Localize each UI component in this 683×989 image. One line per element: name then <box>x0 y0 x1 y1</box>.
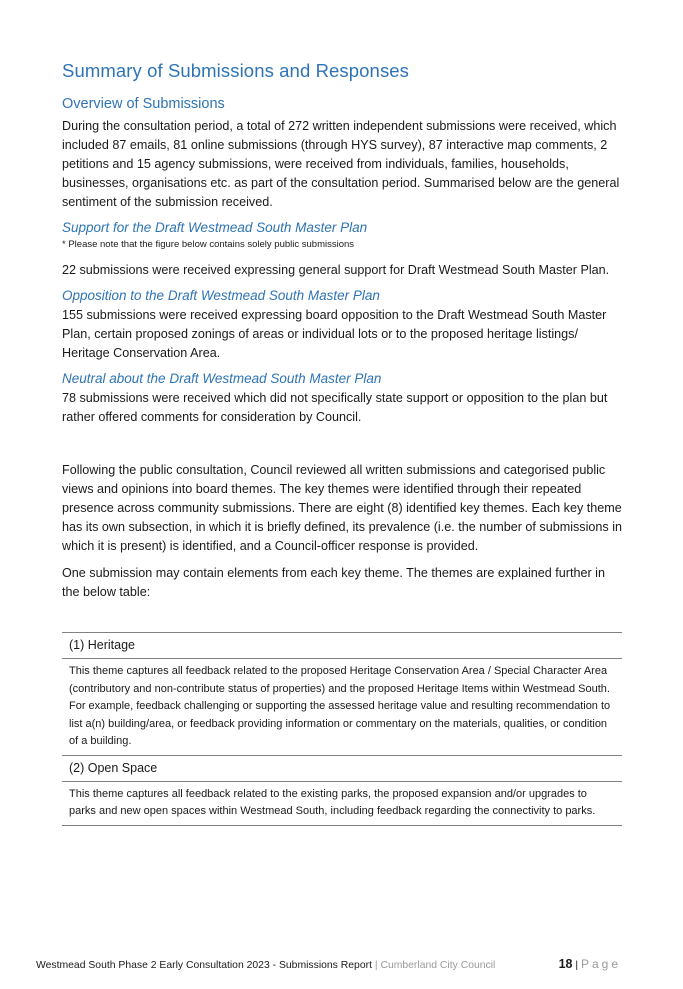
neutral-paragraph: 78 submissions were received which did not specifically state support or opposition to the plan but rather offered comments for consideration by Council. <box>62 391 608 424</box>
table-row <box>62 781 622 825</box>
overview-heading: Overview of Submissions <box>62 96 225 112</box>
neutral-heading: Neutral about the Draft Westmead South Master Plan <box>62 371 382 386</box>
theme-title-open-space: (2) Open Space <box>62 755 622 781</box>
support-heading: Support for the Draft Westmead South Master Plan <box>62 220 368 235</box>
footer-report-title: Westmead South Phase 2 Early Consultation 2023 - Submissions Report <box>36 960 372 971</box>
table-row <box>62 755 622 781</box>
theme-description-open-space: This theme captures all feedback related to the existing parks, the proposed expansion and/or upgrades to parks and new open spaces within Westmead South, including feedback regarding the connectivity to parks. <box>62 781 622 825</box>
support-note: * Please note that the figure below contains solely public submissions <box>62 239 355 250</box>
support-paragraph: 22 submissions were received expressing general support for Draft Westmead South Master Plan. <box>62 263 610 277</box>
opposition-paragraph: 155 submissions were received expressing board opposition to the Draft Westmead South Master Plan, certain proposed zonings of areas or individual lots or to the proposed heritage listings/ Heritage Conservation Area. <box>62 308 607 360</box>
footer-council: Cumberland City Council <box>380 960 496 971</box>
section-spacer <box>62 435 622 461</box>
table-spacer <box>62 610 622 632</box>
page-title: Summary of Submissions and Responses <box>62 60 410 81</box>
footer-separator: | <box>374 960 378 971</box>
table-row <box>62 659 622 756</box>
table-row <box>62 633 622 659</box>
themes-table <box>62 632 622 826</box>
overview-paragraph: During the consultation period, a total of 272 written independent submissions were received, which included 87 emails, 81 online submissions (through HYS survey), 87 interactive map comments, 2 petitions and 15 agency submissions, were received from individuals, families, households, businesses, organisations etc. as part of the consultation period. Summarised below are the general sentiment of the submission received. <box>62 119 620 209</box>
document-page <box>62 60 622 826</box>
page-footer <box>36 957 621 971</box>
theme-description-heritage: This theme captures all feedback related to the proposed Heritage Conservation Area / Special Character Area (contributory and non-contribute status of properties) and the proposed Heritage Items within Westmead South. For example, feedback challenging or supporting the assessed heritage value and resulting recommendation to list a(n) building/area, or feedback providing information or commentary on the materials, qualities, or condition of a building. <box>62 659 622 756</box>
page-number: 18 <box>558 957 573 971</box>
page-word: Page <box>580 957 621 971</box>
footer-left <box>36 960 495 971</box>
theme-title-heritage: (1) Heritage <box>62 633 622 659</box>
themes-intro-paragraph: Following the public consultation, Council reviewed all written submissions and categorised public views and opinions into board themes. The key themes were identified through their repeated presence across community submissions. There are eight (8) identified key themes. Each key theme has its own subsection, in which it is briefly defined, its prevalence (i.e. the number of submissions in which it is present) is identified, and a Council-officer response is provided. <box>62 463 622 553</box>
footer-page <box>559 957 621 971</box>
opposition-heading: Opposition to the Draft Westmead South Master Plan <box>62 288 380 303</box>
themes-explain-paragraph: One submission may contain elements from each key theme. The themes are explained further in the below table: <box>62 566 605 599</box>
page-separator: | <box>575 960 579 971</box>
